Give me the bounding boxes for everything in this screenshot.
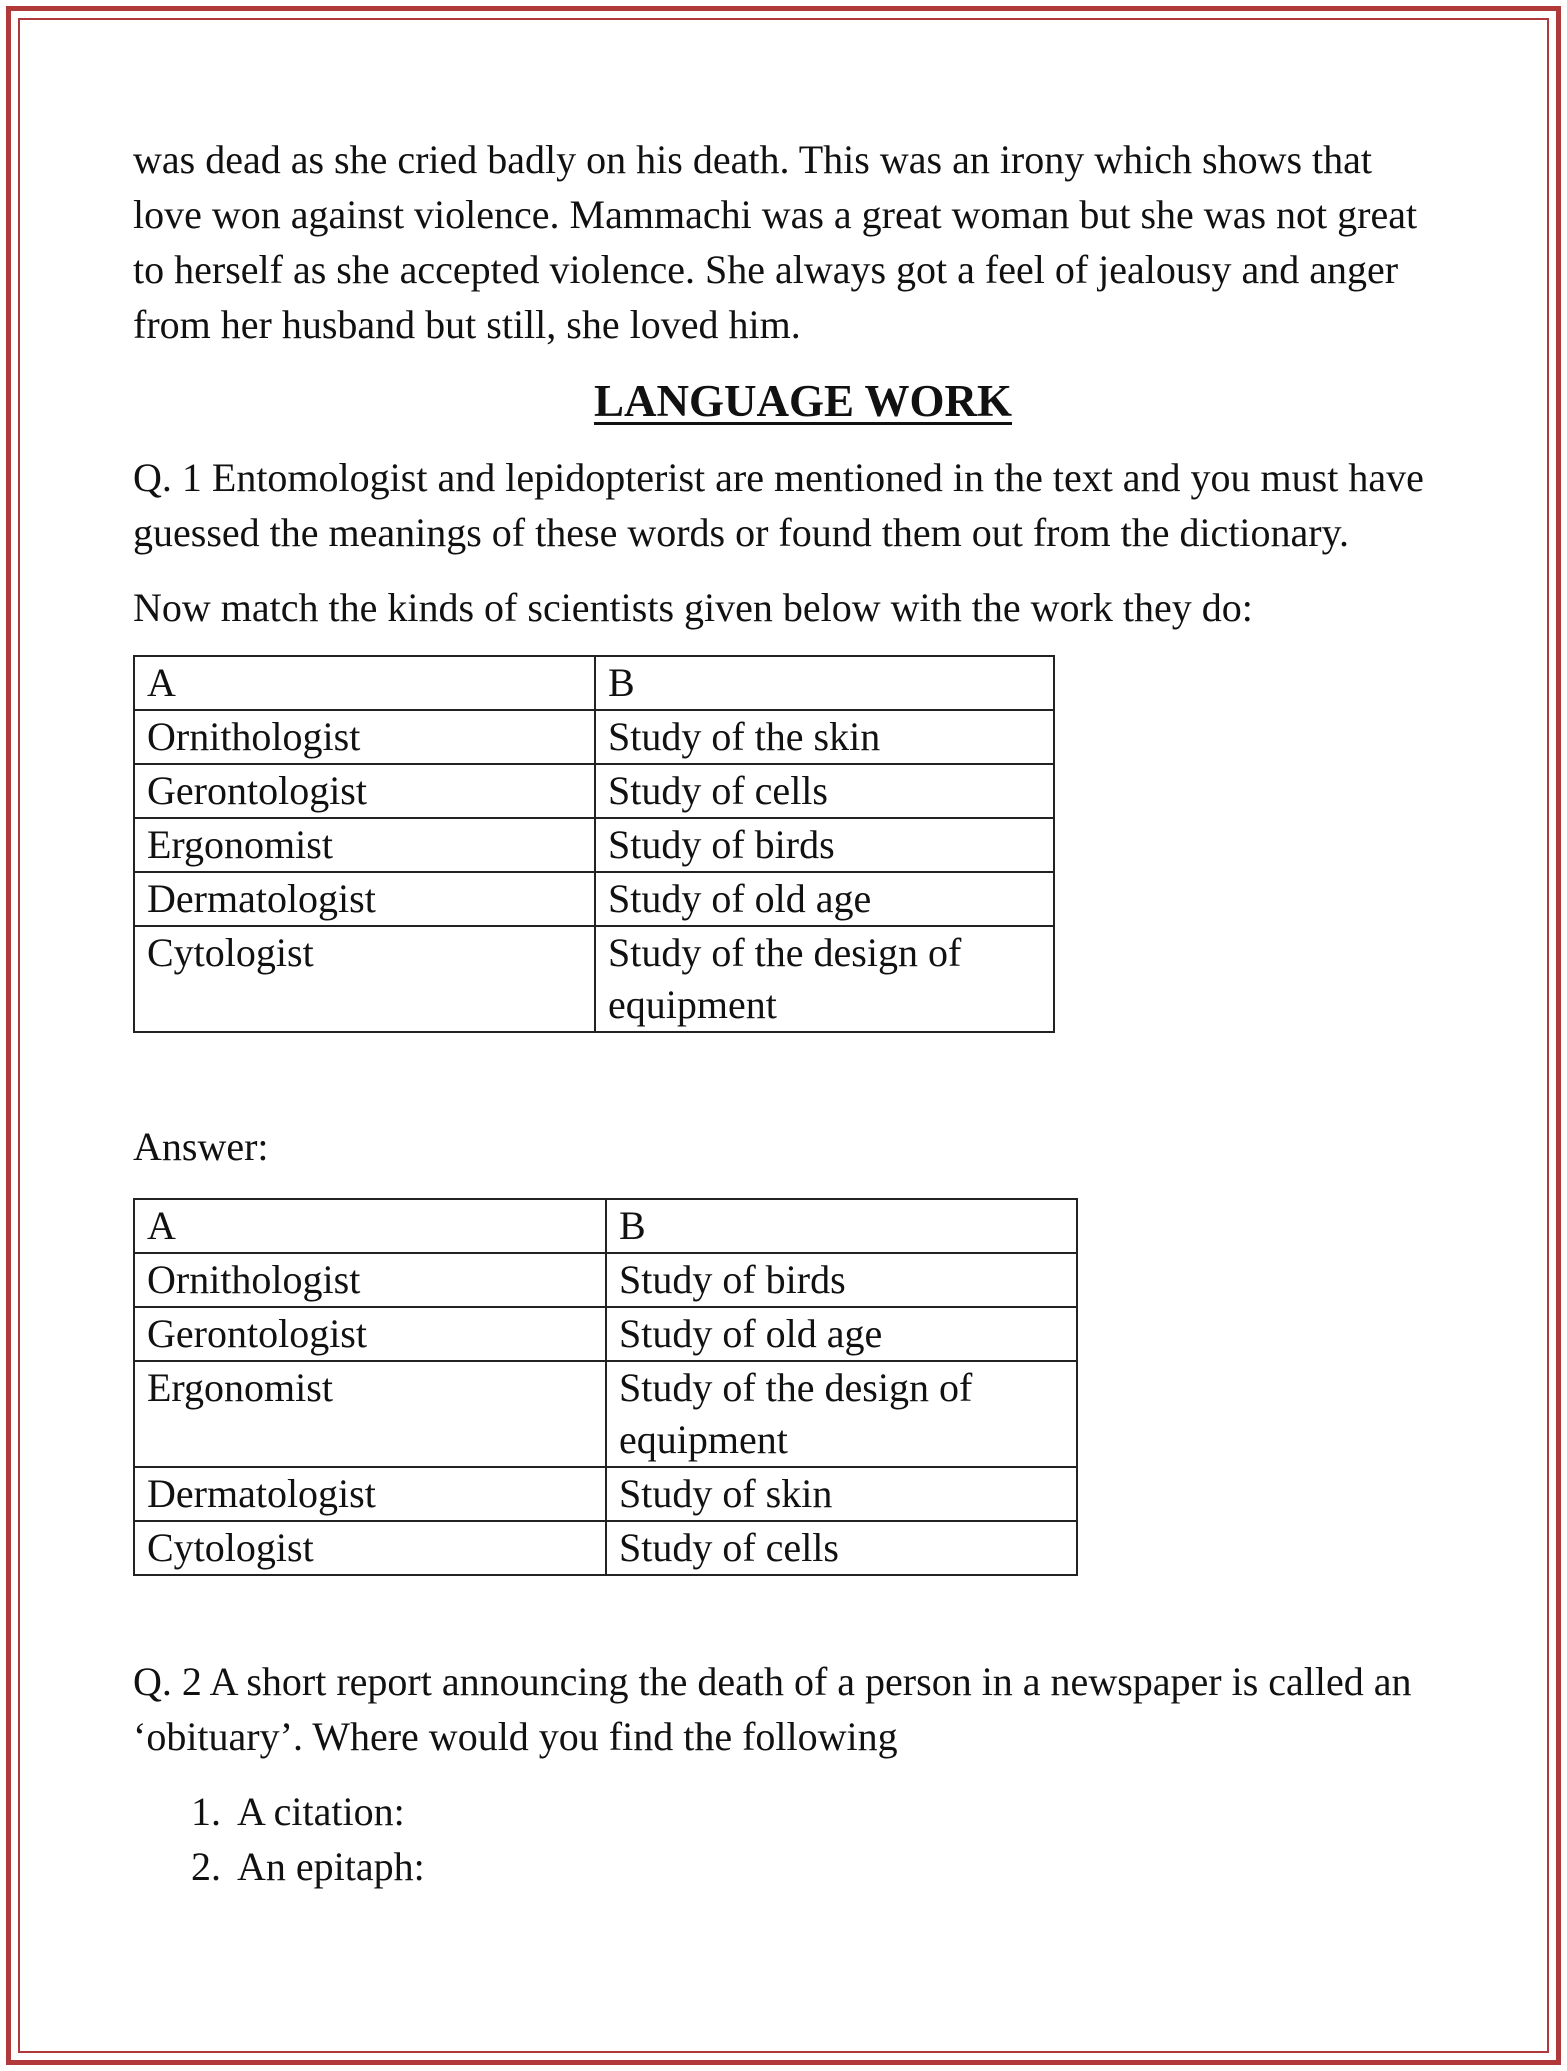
section-title: LANGUAGE WORK — [594, 376, 1012, 426]
scientist-cell: Cytologist — [134, 1521, 606, 1575]
scientist-cell: Dermatologist — [134, 872, 595, 926]
table-row — [134, 1467, 1077, 1521]
table-row — [134, 710, 1054, 764]
table-row — [134, 764, 1054, 818]
scientist-cell: Cytologist — [134, 926, 595, 1032]
matching-table — [133, 655, 1055, 1033]
scientist-cell: Dermatologist — [134, 1467, 606, 1521]
column-b-header: B — [595, 656, 1054, 710]
work-cell: Study of cells — [606, 1521, 1077, 1575]
work-cell: Study of cells — [595, 764, 1054, 818]
table-row — [134, 926, 1054, 1032]
work-cell: Study of the design of equipment — [595, 926, 1054, 1032]
scientist-cell: Gerontologist — [134, 764, 595, 818]
table-row — [134, 1361, 1077, 1467]
work-cell: Study of birds — [595, 818, 1054, 872]
scientist-cell: Ergonomist — [134, 818, 595, 872]
answer-table — [133, 1198, 1078, 1576]
list-item: 1. A citation: — [231, 1784, 1443, 1839]
scientist-cell: Gerontologist — [134, 1307, 606, 1361]
table-row — [134, 818, 1054, 872]
answer-label: Answer: — [133, 1124, 269, 1169]
work-cell: Study of the design of equipment — [606, 1361, 1077, 1467]
question-1-text: Q. 1 Entomologist and lepidopterist are mentioned in the text and you must have guessed the meanings of these words or found them out from the dictionary. — [133, 455, 1424, 555]
scientist-cell: Ornithologist — [134, 1253, 606, 1307]
table-row — [134, 1253, 1077, 1307]
work-cell: Study of old age — [595, 872, 1054, 926]
scientist-cell: Ornithologist — [134, 710, 595, 764]
question-2-text: Q. 2 A short report announcing the death of a person in a newspaper is called an ‘obituary’. Where would you find the following — [133, 1659, 1412, 1759]
table-row — [134, 872, 1054, 926]
work-cell: Study of skin — [606, 1467, 1077, 1521]
scientist-cell: Ergonomist — [134, 1361, 606, 1467]
work-cell: Study of old age — [606, 1307, 1077, 1361]
table-row — [134, 1307, 1077, 1361]
list-item: 2. An epitaph: — [231, 1839, 1443, 1894]
work-cell: Study of birds — [606, 1253, 1077, 1307]
column-a-header: A — [134, 656, 595, 710]
column-b-header: B — [606, 1199, 1077, 1253]
table-header-row — [134, 1199, 1077, 1253]
work-cell: Study of the skin — [595, 710, 1054, 764]
column-a-header: A — [134, 1199, 606, 1253]
table-row — [134, 1521, 1077, 1575]
question-1-instruction: Now match the kinds of scientists given below with the work they do: — [133, 585, 1253, 630]
table-header-row — [134, 656, 1054, 710]
intro-paragraph: was dead as she cried badly on his death. This was an irony which shows that love won against violence. Mammachi was a great woman but she was not great to herself as she accepted violence. She always got a feel of jealousy and anger from her husband but still, she loved him. — [133, 137, 1418, 347]
question-2-list — [133, 1784, 1443, 1894]
page-content — [133, 132, 1443, 1894]
